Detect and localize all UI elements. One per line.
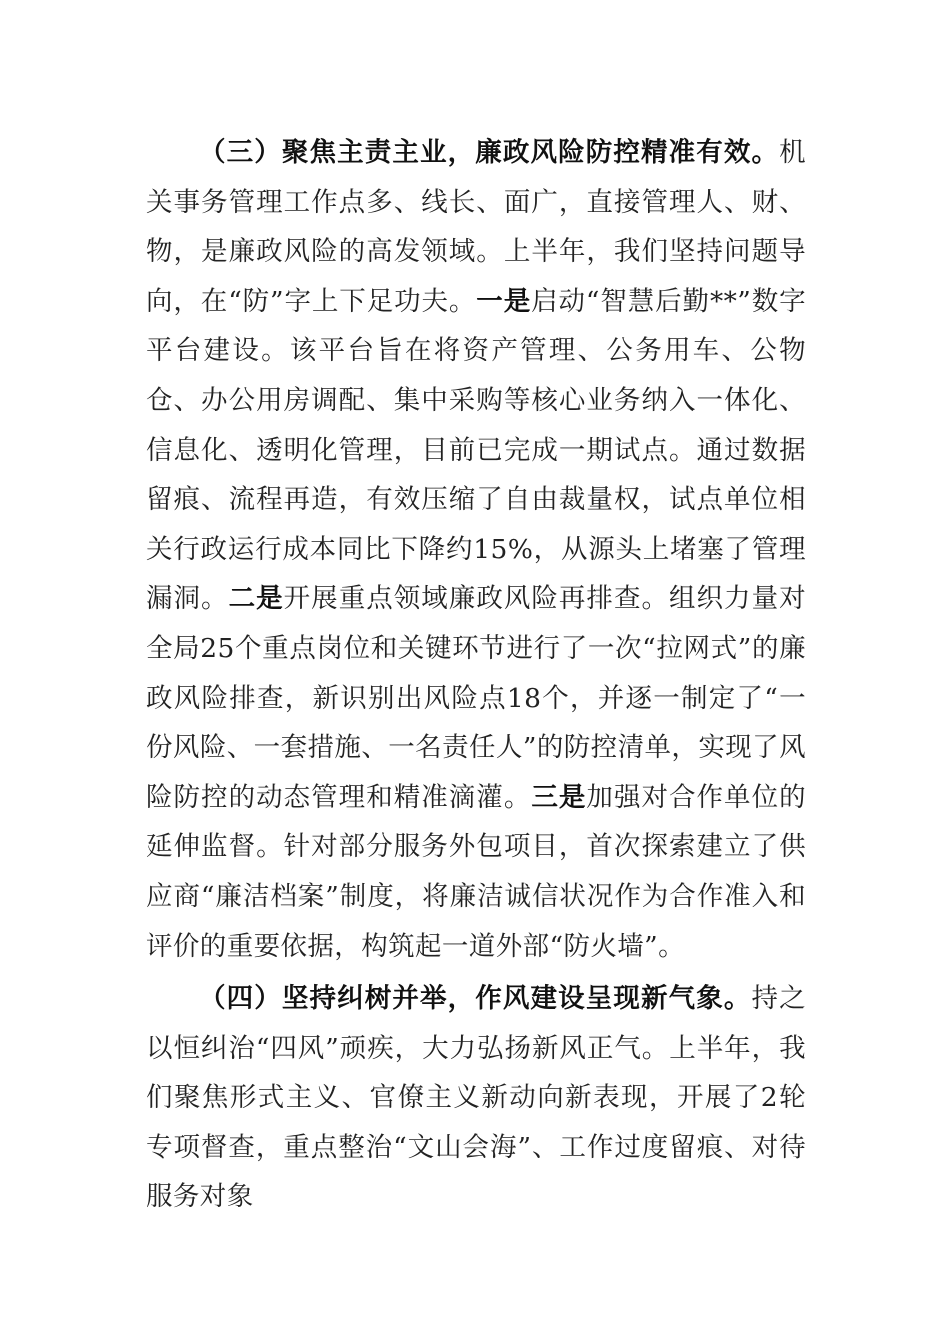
point-three-text: 加强对合作单位的延伸监督。针对部分服务外包项目，首次探索建立了供应商“廉洁档案”制度，将廉洁诚信状况作为合作准入和评价的重要依据，构筑起一道外部“防火墙”。 (146, 781, 806, 962)
section-3-intro-text: 机关事务管理工作点多、线长、面广，直接管理人、财、物，是廉政风险的高发领域。上半年，我们坚持问题导向，在“防”字上下足功夫。 (146, 137, 806, 317)
point-one-marker: 一是 (476, 285, 532, 317)
section-3-heading: （三）聚焦主责主业，廉政风险防控精准有效。 (199, 137, 780, 168)
section-4-text: 持之以恒纠治“四风”顽疾，大力弘扬新风正气。上半年，我们聚焦形式主义、官僚主义新动向新表现，开展了2轮专项督查，重点整治“文山会海”、工作过度留痕、对待服务对象 (146, 983, 806, 1213)
point-three-marker: 三是 (531, 781, 587, 813)
point-two-marker: 二是 (228, 583, 284, 615)
point-two-text: 开展重点领域廉政风险再排查。组织力量对全局25个重点岗位和关键环节进行了一次“拉网式”的廉政风险排查，新识别出风险点18个，并逐一制定了“一份风险、一套措施、一名责任人”的防控清单，实现了风险防控的动态管理和精准滴灌。 (146, 583, 806, 813)
section-4-heading: （四）坚持纠树并举，作风建设呈现新气象。 (199, 983, 752, 1014)
point-one-text: 启动“智慧后勤**”数字平台建设。该平台旨在将资产管理、公务用车、公物仓、办公用房调配、集中采购等核心业务纳入一体化、信息化、透明化管理，目前已完成一期试点。通过数据留痕、流程再造，有效压缩了自由裁量权，试点单位相关行政运行成本同比下降约15%，从源头上堵塞了管理漏洞。 (146, 285, 806, 615)
paragraph-section-4 (146, 974, 806, 1222)
paragraph-section-3 (146, 128, 806, 971)
